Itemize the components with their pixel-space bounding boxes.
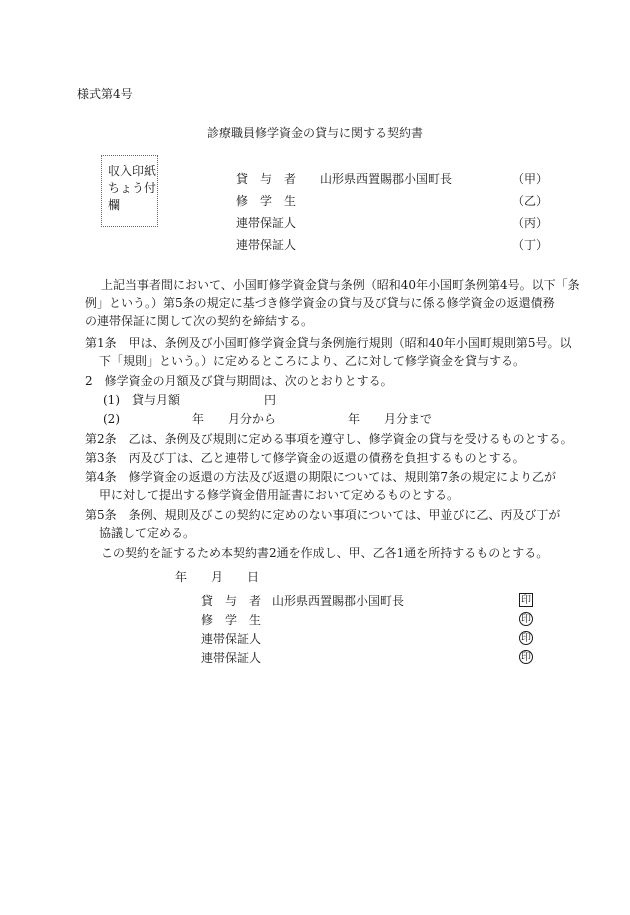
revenue-stamp-box: 収入印紙 ちょう付 欄 <box>101 155 158 227</box>
intro-paragraph <box>85 276 580 330</box>
signature-role: 連帯保証人 <box>201 632 262 646</box>
article-4 <box>85 468 565 504</box>
signature-guarantor-2 <box>201 649 541 667</box>
party-guarantor-2 <box>236 236 549 254</box>
seal-icon: 印 <box>521 633 531 644</box>
article-1-paragraph-2: 2 修学資金の月額及び貸与期間は、次のとおりとする。 <box>85 374 393 388</box>
signature-role: 修 学 生 <box>201 613 262 627</box>
party-guarantor-1 <box>236 214 549 232</box>
article-4-line: 第4条 修学資金の返還の方法及び返還の期限については、規則第7条の規定により乙が <box>85 470 557 484</box>
article-3: 第3条 丙及び丁は、乙と連帯して修学資金の返還の債務を負担するものとする。 <box>85 451 525 465</box>
article-1 <box>85 334 572 370</box>
article-1-line: 第1条 甲は、条例及び小国町修学資金貸与条例施行規則（昭和40年小国町規則第5号。以 <box>85 336 572 350</box>
signature-role: 連帯保証人 <box>201 651 262 665</box>
article-5-line: 第5条 条例、規則及びこの契約に定めのない事項については、甲並びに乙、丙及び丁が <box>85 508 561 522</box>
item-1-monthly-amount: (1) 貸与月額 円 <box>103 393 276 407</box>
intro-line: 上記当事者間において、小国町修学資金貸与条例（昭和40年小国町条例第4号。以下「条 <box>101 278 580 292</box>
party-role: 貸 与 者 <box>236 172 297 186</box>
signature-guarantor-1 <box>201 630 541 648</box>
signature-student <box>201 611 541 629</box>
party-mark: （乙） <box>512 194 549 208</box>
article-5 <box>85 506 565 542</box>
party-mark: （丙） <box>512 216 549 230</box>
seal-icon: 印 <box>521 614 531 625</box>
seal-icon: 印 <box>521 652 531 663</box>
document-title: 診療職員修学資金の貸与に関する契約書 <box>207 126 424 140</box>
party-lender <box>236 170 549 188</box>
party-role: 連帯保証人 <box>236 238 297 252</box>
intro-line: 例」という。）第5条の規定に基づき修学資金の貸与及び貸与に係る修学資金の返還債務 <box>85 296 555 310</box>
article-4-line: 甲に対して提出する修学資金借用証書において定めるものとする。 <box>99 488 460 502</box>
party-mark: （丁） <box>512 238 549 252</box>
signature-name: 山形県西置賜郡小国町長 <box>272 594 405 608</box>
signature-role: 貸 与 者 <box>201 594 262 608</box>
party-role: 連帯保証人 <box>236 216 297 230</box>
article-1-line: 下「規則」という。）に定めるところにより、乙に対して修学資金を貸与する。 <box>99 354 526 368</box>
party-name: 山形県西置賜郡小国町長 <box>320 172 453 186</box>
form-number: 様式第4号 <box>77 87 133 101</box>
closing-statement: この契約を証するため本契約書2通を作成し、甲、乙各1通を所持するものとする。 <box>101 546 549 560</box>
item-2-loan-period: (2) 年 月分から 年 月分まで <box>103 412 433 426</box>
party-student <box>236 192 549 210</box>
signature-lender <box>201 592 541 610</box>
party-role: 修 学 生 <box>236 194 297 208</box>
intro-line: の連帯保証に関して次の契約を締結する。 <box>85 314 314 328</box>
party-mark: （甲） <box>512 172 549 186</box>
seal-icon: 印 <box>521 595 531 606</box>
date-line: 年 月 日 <box>175 570 260 584</box>
article-5-line: 協議して定める。 <box>99 526 196 540</box>
article-2: 第2条 乙は、条例及び規則に定める事項を遵守し、修学資金の貸与を受けるものとする。 <box>85 432 573 446</box>
